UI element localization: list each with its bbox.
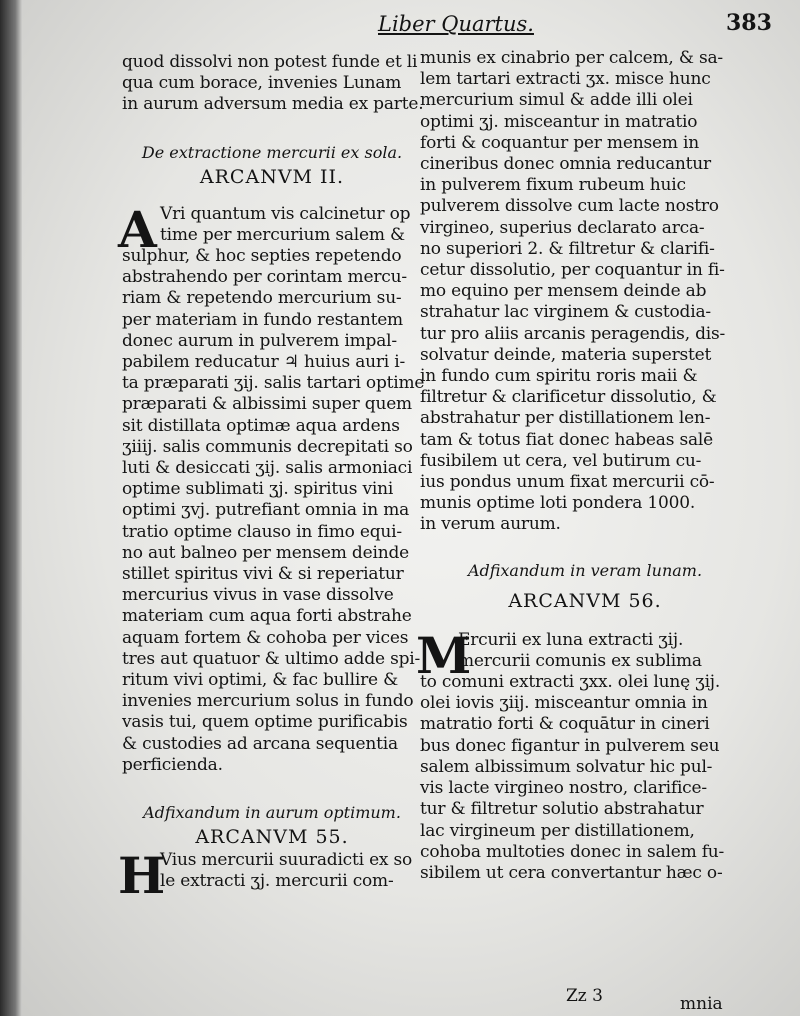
drop-cap: A bbox=[118, 199, 157, 259]
intro-paragraph bbox=[122, 52, 422, 116]
text-line: matratio forti & coquātur in cineri bbox=[420, 714, 710, 735]
text-line: filtretur & clarificetur dissolutio, & bbox=[420, 387, 717, 408]
text-line: sibilem ut cera convertantur hæc o- bbox=[420, 862, 723, 883]
text-line: tur & filtretur solutio abstrahatur bbox=[420, 799, 704, 820]
text-line: mo equino per mensem deinde ab bbox=[420, 281, 707, 302]
text-line: optime sublimati ʒj. spiritus vini bbox=[122, 479, 394, 500]
text-line: forti & coquantur per mensem in bbox=[420, 132, 699, 153]
text-line: strahatur lac virginem & custodia- bbox=[420, 302, 711, 323]
text-line: pulverem dissolve cum lacte nostro bbox=[420, 196, 719, 217]
section-title: Adfixandum in aurum optimum. bbox=[143, 803, 401, 823]
text-line: Vri quantum vis calcinetur op bbox=[160, 203, 411, 224]
text-line: no aut balneo per mensem deinde bbox=[122, 542, 409, 563]
text-line: & custodies ad arcana sequentia bbox=[122, 733, 398, 754]
text-line: virgineo, superius declarato arca- bbox=[420, 217, 705, 238]
section-title: Adfixandum in veram lunam. bbox=[467, 560, 703, 580]
text-line: no superiori 2. & filtretur & clarifi- bbox=[420, 238, 715, 259]
drop-cap: M bbox=[416, 625, 472, 685]
text-line: in verum aurum. bbox=[420, 514, 561, 535]
text-line: aquam fortem & cohoba per vices bbox=[122, 627, 409, 648]
text-line: ritum vivi optimi, & fac bullire & bbox=[122, 670, 399, 691]
text-line: abstrahatur per distillationem len- bbox=[420, 408, 711, 429]
text-line: solvatur deinde, materia superstet bbox=[420, 344, 712, 365]
text-line: tres aut quatuor & ultimo adde spi- bbox=[122, 648, 421, 669]
left-column bbox=[118, 52, 425, 906]
text-line: le extracti ʒj. mercurii com- bbox=[160, 871, 394, 892]
text-line: ʒiiij. salis communis decrepitati so bbox=[122, 436, 413, 457]
arcanum-heading: ARCANVM II. bbox=[199, 165, 345, 188]
text-line: cohoba multoties donec in salem fu- bbox=[420, 841, 725, 862]
arcanum-text bbox=[118, 846, 422, 906]
text-line: riam & repetendo mercurium su- bbox=[122, 288, 402, 309]
text-line: ius pondus unum fixat mercurii cō- bbox=[420, 472, 715, 493]
text-line: in aurum adversum media ex parte. bbox=[122, 94, 424, 115]
continued-paragraph bbox=[420, 48, 750, 536]
text-line: pabilem reducatur ♃ huius auri i- bbox=[122, 352, 406, 373]
text-line: perficienda. bbox=[122, 754, 223, 775]
arcanum-heading: ARCANVM 56. bbox=[508, 589, 662, 612]
text-line: mercurii comunis ex sublima bbox=[458, 650, 702, 671]
text-line: stillet spiritus vivi & si reperiatur bbox=[122, 564, 404, 585]
text-line: salem albissimum solvatur hic pul- bbox=[420, 756, 713, 777]
text-line: vasis tui, quem optime purificabis bbox=[122, 712, 408, 733]
text-line: optimi ʒj. misceantur in matratio bbox=[420, 111, 698, 132]
section-title: De extractione mercurii ex sola. bbox=[141, 142, 403, 162]
arcanum-text bbox=[416, 625, 750, 884]
text-line: munis ex cinabrio per calcem, & sa- bbox=[420, 48, 723, 68]
text-line: per materiam in fundo restantem bbox=[122, 309, 403, 330]
text-line: tam & totus fiat donec habeas salē bbox=[420, 429, 713, 450]
text-line: lem tartari extracti ʒx. misce hunc bbox=[420, 69, 711, 90]
text-line: materiam cum aqua forti abstrahe bbox=[122, 606, 412, 627]
text-line: tratio optime clauso in fimo equi- bbox=[122, 521, 402, 542]
text-line: quod dissolvi non potest funde et li bbox=[122, 52, 418, 72]
text-line: præparati & albissimi super quem bbox=[122, 394, 412, 415]
text-line: Ercurii ex luna extracti ʒij. bbox=[458, 629, 684, 650]
text-line: to comuni extracti ʒxx. olei lunę ʒij. bbox=[420, 672, 721, 693]
text-line: cetur dissolutio, per coquantur in fi- bbox=[420, 260, 725, 281]
text-line: Vius mercurii suuradicti ex so bbox=[160, 850, 413, 871]
text-line: time per mercurium salem & bbox=[160, 224, 405, 245]
right-column bbox=[416, 48, 750, 884]
text-line: munis optime loti pondera 1000. bbox=[420, 493, 696, 514]
text-line: mercurius vivus in vase dissolve bbox=[122, 585, 394, 606]
text-line: optimi ʒvj. putrefiant omnia in ma bbox=[122, 500, 410, 521]
text-line: fusibilem ut cera, vel butirum cu- bbox=[420, 450, 702, 471]
text-line: luti & desiccati ʒij. salis armoniaci bbox=[122, 458, 413, 479]
book-spine-shadow bbox=[0, 0, 22, 1016]
text-line: sit distillata optimæ aqua ardens bbox=[122, 415, 400, 436]
text-line: invenies mercurium solus in fundo bbox=[122, 691, 414, 712]
text-line: bus donec figantur in pulverem seu bbox=[420, 735, 720, 756]
text-line: lac virgineum per distillationem, bbox=[420, 820, 695, 841]
text-line: in fundo cum spiritu roris maii & bbox=[420, 366, 698, 387]
running-head: Liber Quartus. bbox=[378, 12, 534, 36]
page-number: 383 bbox=[726, 10, 772, 36]
arcanum-heading: ARCANVM 55. bbox=[195, 826, 349, 849]
drop-cap: H bbox=[118, 846, 166, 906]
text-line: ta præparati ʒij. salis tartari optime bbox=[122, 373, 425, 394]
text-line: olei iovis ʒiij. misceantur omnia in bbox=[420, 693, 708, 714]
text-line: qua cum borace, invenies Lunam bbox=[122, 73, 402, 94]
text-line: donec aurum in pulverem impal- bbox=[122, 330, 397, 351]
text-line: cineribus donec omnia reducantur bbox=[420, 154, 711, 175]
signature-mark: Zz 3 bbox=[566, 986, 603, 1006]
text-line: in pulverem fixum rubeum huic bbox=[420, 175, 686, 196]
arcanum-text bbox=[118, 199, 425, 776]
catchword: mnia bbox=[680, 994, 723, 1014]
text-line: tur pro aliis arcanis peragendis, dis- bbox=[420, 323, 726, 344]
text-line: mercurium simul & adde illi olei bbox=[420, 90, 693, 111]
text-line: sulphur, & hoc septies repetendo bbox=[122, 246, 402, 267]
text-line: vis lacte virgineo nostro, clarifice- bbox=[420, 778, 707, 799]
text-line: abstrahendo per corintam mercu- bbox=[122, 267, 407, 288]
